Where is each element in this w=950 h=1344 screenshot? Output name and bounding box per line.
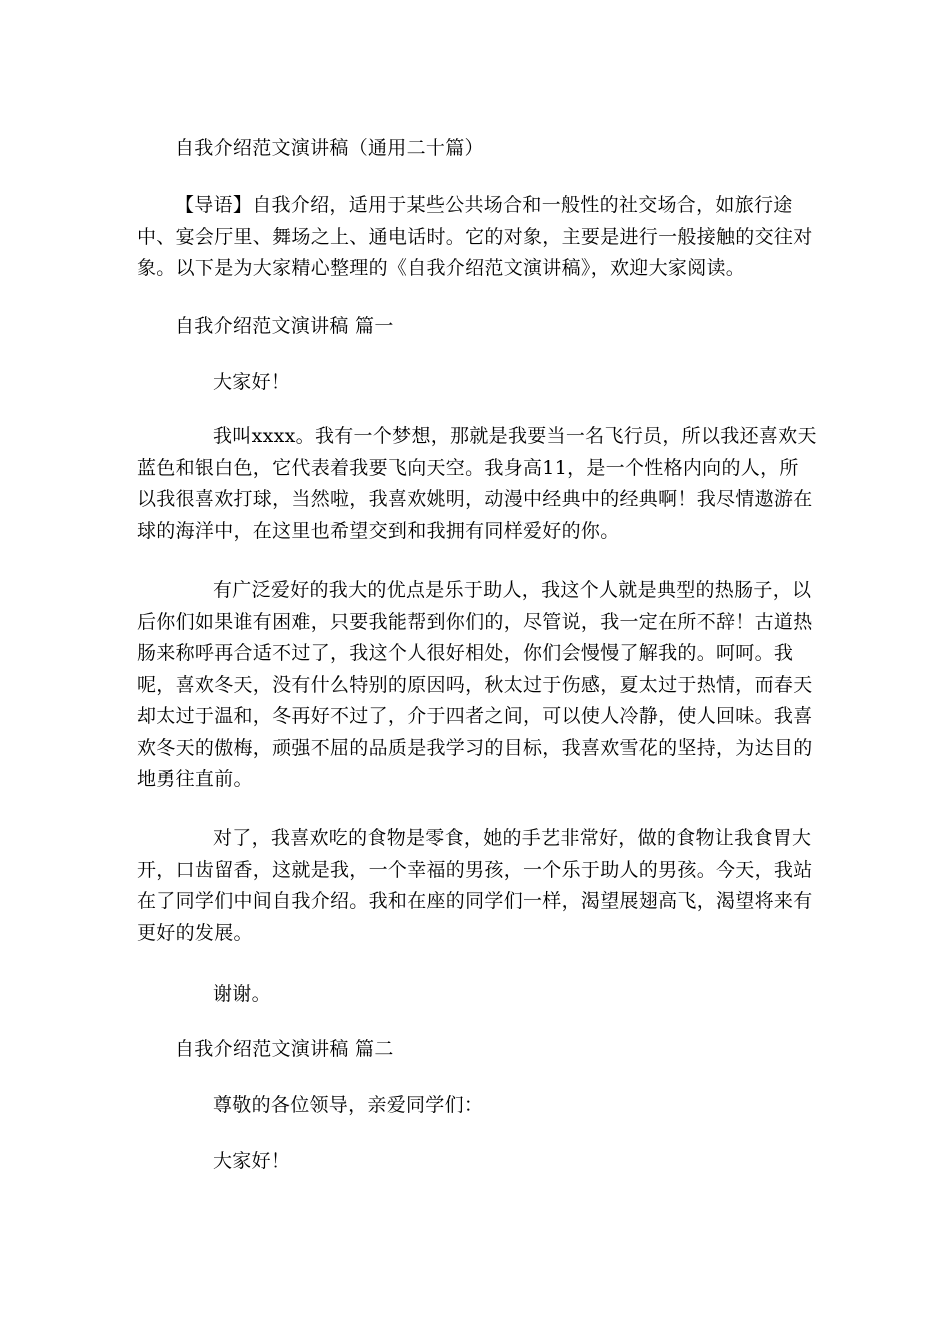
body-paragraph-2: 有广泛爱好的我大的优点是乐于助人，我这个人就是典型的热肠子，以后你们如果谁有困难，只要我能帮到你们的，尽管说，我一定在所不辞！古道热肠来称呼再合适不过了，我这个人很好相处，你们会慢慢了解我的。呵呵。我呢，喜欢冬天，没有什么特别的原因吗，秋太过于伤感，夏太过于热情，而春天却太过于温和，冬再好不过了，介于四者之间，可以使人冷静，使人回味。我喜欢冬天的傲梅，顽强不屈的品质是我学习的目标，我喜欢雪花的坚持，为达目的地勇往直前。 — [137, 579, 813, 790]
greeting-2: 大家好！ — [213, 1150, 291, 1172]
document-title: 自我介绍范文演讲稿（通用二十篇） — [175, 137, 484, 159]
salutation-text: 尊敬的各位领导，亲爱同学们： — [213, 1094, 484, 1116]
body-paragraph-3: 对了，我喜欢吃的食物是零食，她的手艺非常好，做的食物让我食胃大开，口齿留香，这就是我，一个幸福的男孩，一个乐于助人的男孩。今天，我站在了同学们中间自我介绍。我和在座的同学们一样，渴望展翅高飞，渴望将来有更好的发展。 — [137, 827, 813, 944]
body-paragraph-1: 我叫xxxx。我有一个梦想，那就是我要当一名飞行员，所以我还喜欢天蓝色和银白色，它代表着我要飞向天空。我身高11，是一个性格内向的人，所以我很喜欢打球，当然啦，我喜欢姚明，动漫中经典中的经典啊！我尽情遨游在球的海洋中，在这里也希望交到和我拥有同样爱好的你。 — [137, 425, 817, 542]
intro-paragraph: 【导语】自我介绍，适用于某些公共场合和一般性的社交场合，如旅行途中、宴会厅里、舞场之上、通电话时。它的对象，主要是进行一般接触的交往对象。以下是为大家精心整理的《自我介绍范文演讲稿》，欢迎大家阅读。 — [137, 194, 813, 279]
section-heading-2: 自我介绍范文演讲稿 篇二 — [175, 1038, 394, 1060]
greeting-1: 大家好！ — [213, 371, 291, 393]
section-heading-1: 自我介绍范文演讲稿 篇一 — [175, 315, 394, 337]
closing-text: 谢谢。 — [213, 983, 271, 1005]
